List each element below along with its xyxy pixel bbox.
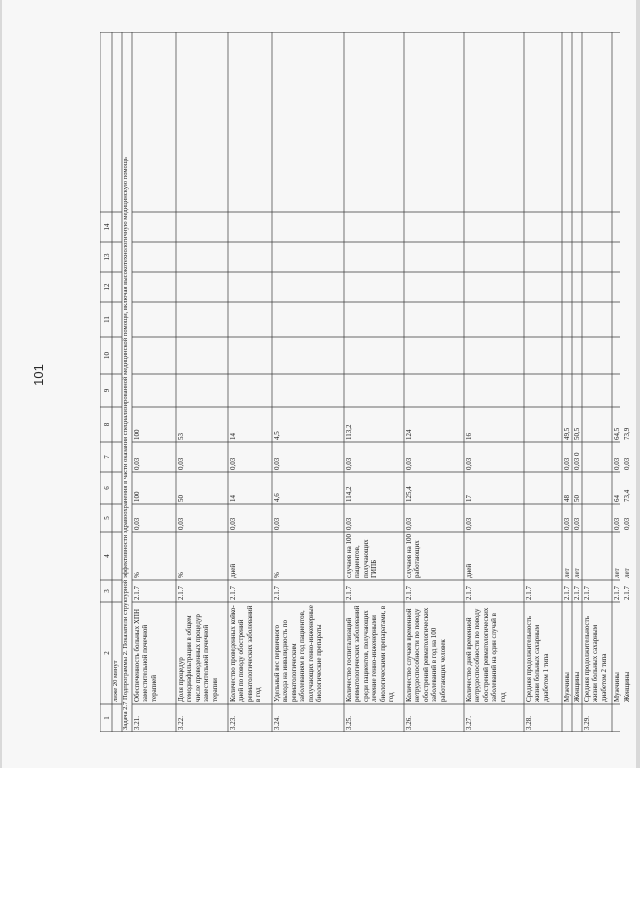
row-indicator-name: Количество случаев временной нетрудоспособности по поводу обострений ревматологических заболеваний в год на 100 работающих человек [405, 607, 447, 702]
row-col6: 50 [573, 495, 581, 502]
row-indicator-name: Женщины [573, 671, 581, 702]
row-col8: 113,2 [345, 424, 353, 440]
row-indicator-name: Количество проведенных койко-дней по поводу обострений ревматологических заболеваний в год [229, 605, 263, 702]
row-col5: 0,03 [405, 517, 413, 530]
row-number [572, 704, 582, 732]
row-col6: 50 [177, 495, 185, 502]
column-number-5: 5 [103, 516, 111, 520]
row-col6: 125,4 [405, 486, 413, 502]
column-number-11: 11 [103, 316, 111, 323]
row-unit: случаев на 100 пациентов, получающих ГИПБ [345, 534, 379, 578]
row-indicator-name: Количество госпитализаций ревматологических заболеваний среди пациентов, получающих лечение генно-инженерными биологическими препаратами, в год [345, 605, 396, 702]
page-number: 101 [31, 364, 46, 386]
row-code: 2.1.7 [273, 586, 281, 600]
row-col5: 0,03 [133, 517, 141, 530]
row-col5: 0,03 [623, 517, 631, 530]
row-code: 2.1.7 [133, 586, 141, 600]
row-code: 2.1.7 [405, 586, 413, 600]
column-number-6: 6 [103, 486, 111, 490]
row-col5: 0,03 [273, 517, 281, 530]
row-col8: 16 [465, 433, 473, 440]
row-col8: 73,9 [623, 427, 631, 440]
row-col8: 14 [229, 433, 237, 440]
row-col5 [582, 504, 612, 532]
row-code: 2.1.7 [583, 586, 591, 600]
row-unit: случаев на 100 работающих [405, 534, 422, 578]
row-col7: 0,03 [623, 457, 631, 470]
column-number-14: 14 [103, 223, 111, 231]
row-indicator-name: Количество дней временной нетрудоспособности по поводу обострений ревматологических заболеваний на один случай в год [465, 607, 507, 702]
row-number: 3.21. [133, 716, 141, 730]
row-col6: 4,6 [273, 493, 281, 502]
column-number-12: 12 [103, 283, 111, 291]
column-number-13: 13 [103, 253, 111, 261]
row-unit: лет [613, 568, 621, 578]
row-col5: 0,03 [563, 517, 571, 530]
row-col6: 100 [133, 491, 141, 502]
row-unit: дней [229, 563, 237, 578]
row-col5: 0,03 [177, 517, 185, 530]
row-col6: 48 [563, 495, 571, 502]
row-col7: 0,03 [229, 457, 237, 470]
row-col6 [524, 472, 562, 504]
row-code: 2.1.7 [345, 586, 353, 600]
row-code: 2.1.7 [613, 586, 621, 600]
row-number [622, 704, 632, 732]
row-col8: 64,5 [613, 427, 621, 440]
indicators-table [100, 32, 631, 732]
row-col7: 0,03 [273, 457, 281, 470]
row-number [612, 704, 622, 732]
row-col8: 53 [177, 433, 185, 440]
row-code: 2.1.7 [563, 586, 571, 600]
row-number: 3.29. [583, 716, 591, 730]
row-code: 2.1.7 [623, 586, 631, 600]
row-col7: 0,03 [133, 457, 141, 470]
row-indicator-name: Женщины [623, 671, 631, 702]
row-unit: % [177, 572, 185, 578]
row-number: 3.23. [229, 716, 237, 730]
row-col8 [582, 407, 612, 442]
row-code: 2.1.7 [229, 586, 237, 600]
row-col5: 0,03 [465, 517, 473, 530]
row-indicator-name: Средняя продолжительность жизни больных сахарным диабетом 1 типа [525, 616, 550, 702]
row-col5: 0,03 [345, 517, 353, 530]
row-col5: 0,03 [573, 517, 581, 530]
row-col5: 0,03 [229, 517, 237, 530]
row-col7 [582, 442, 612, 472]
row-unit: % [273, 572, 281, 578]
row-col8: 4,5 [273, 431, 281, 440]
row-number: 3.26. [405, 716, 413, 730]
row-unit: лет [573, 568, 581, 578]
row-code: 2.1.7 [465, 586, 473, 600]
row-number: 3.27. [465, 716, 473, 730]
row-col6: 17 [465, 495, 473, 502]
column-number-4: 4 [103, 554, 111, 558]
row-col6: 64 [613, 495, 621, 502]
row-col8: 124 [405, 429, 413, 440]
row-indicator-name: Мужчины [613, 672, 621, 702]
row-number: 3.28. [525, 716, 533, 730]
row-col7: 0,03 [177, 457, 185, 470]
row-indicator-name: Доля процедур гемодиафильтрации в общем числе проведенных процедур заместительной почечной терапии [177, 614, 219, 702]
row-col8: 100 [133, 429, 141, 440]
row-code: 2.1.7 [525, 586, 533, 600]
row-code: 2.1.7 [177, 586, 185, 600]
row-col6: 14 [229, 495, 237, 502]
row-col7: 0,03 [563, 457, 571, 470]
row-col8: 50,5 [573, 427, 581, 440]
row-number: 3.25. [345, 716, 353, 730]
row-unit: % [133, 572, 141, 578]
row-col7: 0,03 [405, 457, 413, 470]
row-indicator-name: Средняя продолжительность жизни больных сахарным диабетом 2 типа [583, 616, 608, 702]
row-col7: 0,03 [613, 457, 621, 470]
row-col7 [524, 442, 562, 472]
row-col6: 114,2 [345, 486, 353, 502]
row-indicator-name: Обеспеченность больных ХПН заместительной почечной терапией [133, 608, 158, 702]
column-number-2: 2 [103, 651, 111, 655]
row-unit: лет [563, 568, 571, 578]
row-col5 [524, 504, 562, 532]
row-number: 3.24. [273, 716, 281, 730]
row-col6: 73,4 [623, 489, 631, 502]
row-col8: 49,5 [563, 427, 571, 440]
row-col8 [524, 407, 562, 442]
row-unit [524, 532, 562, 580]
row-col5: 0,03 [613, 517, 621, 530]
column-number-9: 9 [103, 388, 111, 393]
column-number-1: 1 [103, 716, 111, 720]
continuation-label: лиже 20 минут [112, 660, 119, 702]
row-unit [582, 532, 612, 580]
row-indicator-name: Удельный вес первичного выхода на инвалидность по ревматологическим заболеваниям в год пациентов, получающих генно-инженерные биологические препараты [273, 605, 324, 702]
column-number-7: 7 [103, 455, 111, 459]
row-code: 2.1.7 [573, 586, 581, 600]
row-indicator-name: Мужчины [563, 672, 571, 702]
row-col6 [582, 472, 612, 504]
row-number: 3.22. [177, 716, 185, 730]
row-number [562, 704, 572, 732]
row-unit: лет [623, 568, 631, 578]
row-col7: 0,03 [345, 457, 353, 470]
column-number-10: 10 [103, 352, 111, 359]
column-number-3: 3 [103, 589, 111, 593]
row-unit: дней [465, 563, 473, 578]
section-band: Задача 2.7 Подпрограммы 2. Показатели структурной эффективности здравоохранения в части оказания специализированной медицинской помощи, включая высокотехнологичную медицинскую помощь [122, 157, 129, 730]
column-number-8: 8 [103, 422, 111, 427]
row-col7: 0,03 [465, 457, 473, 470]
row-col7: 0,03 0 [573, 452, 581, 470]
